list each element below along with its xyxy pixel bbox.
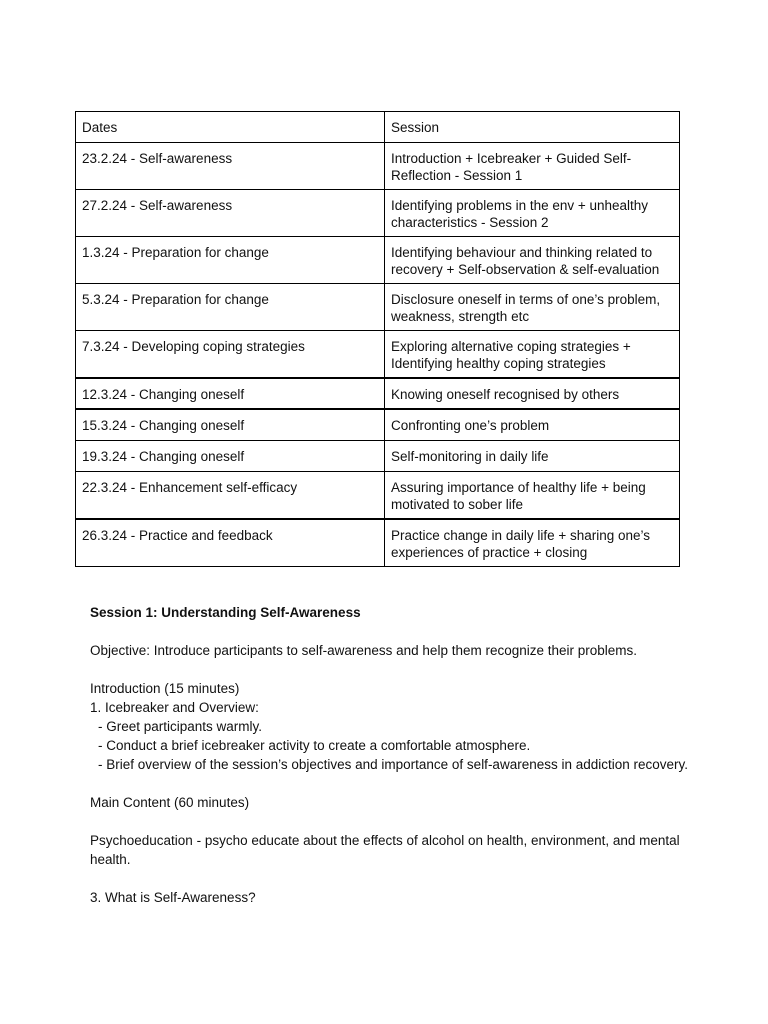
icebreaker-heading: 1. Icebreaker and Overview: xyxy=(90,700,259,715)
table-row xyxy=(76,190,680,237)
session-cell: Identifying problems in the env + unhealthy characteristics - Session 2 xyxy=(385,190,680,237)
session-cell: Disclosure oneself in terms of one’s problem, weakness, strength etc xyxy=(385,284,680,331)
table-row xyxy=(76,409,680,440)
table-row xyxy=(76,143,680,190)
what-is-self-awareness-heading: 3. What is Self-Awareness? xyxy=(90,890,256,905)
date-cell: 26.3.24 - Practice and feedback xyxy=(76,519,385,567)
date-cell: 22.3.24 - Enhancement self-efficacy xyxy=(76,471,385,519)
table-row xyxy=(76,237,680,284)
bullet-overview-text: - Brief overview of the session’s objectives and importance of self-awareness in addiction recovery. xyxy=(98,757,689,772)
session-cell: Confronting one’s problem xyxy=(385,409,680,440)
date-cell: 7.3.24 - Developing coping strategies xyxy=(76,331,385,379)
objective-text: Objective: Introduce participants to self-awareness and help them recognize their problems. xyxy=(90,643,638,658)
session-cell: Self-monitoring in daily life xyxy=(385,440,680,471)
header-session: Session xyxy=(385,112,680,143)
session-cell: Introduction + Icebreaker + Guided Self-Reflection - Session 1 xyxy=(385,143,680,190)
date-cell: 12.3.24 - Changing oneself xyxy=(76,378,385,409)
session-1-section xyxy=(90,603,690,907)
session-title: Session 1: Understanding Self-Awareness xyxy=(90,605,361,620)
date-cell: 23.2.24 - Self-awareness xyxy=(76,143,385,190)
table-row xyxy=(76,519,680,567)
header-dates: Dates xyxy=(76,112,385,143)
date-cell: 15.3.24 - Changing oneself xyxy=(76,409,385,440)
table-row xyxy=(76,471,680,519)
table-row xyxy=(76,284,680,331)
date-cell: 27.2.24 - Self-awareness xyxy=(76,190,385,237)
psychoeducation-text: Psychoeducation - psycho educate about the effects of alcohol on health, environment, and mental health. xyxy=(90,833,680,867)
table-row xyxy=(76,440,680,471)
date-cell: 1.3.24 - Preparation for change xyxy=(76,237,385,284)
bullet-icebreaker: - Conduct a brief icebreaker activity to create a comfortable atmosphere. xyxy=(98,738,531,753)
date-cell: 19.3.24 - Changing oneself xyxy=(76,440,385,471)
session-cell: Identifying behaviour and thinking related to recovery + Self-observation & self-evaluation xyxy=(385,237,680,284)
main-content-heading: Main Content (60 minutes) xyxy=(90,795,250,810)
bullet-greet: - Greet participants warmly. xyxy=(98,719,263,734)
introduction-heading: Introduction (15 minutes) xyxy=(90,681,240,696)
session-cell: Knowing oneself recognised by others xyxy=(385,378,680,409)
table-row xyxy=(76,331,680,379)
table-row xyxy=(76,378,680,409)
date-cell: 5.3.24 - Preparation for change xyxy=(76,284,385,331)
session-cell: Exploring alternative coping strategies + Identifying healthy coping strategies xyxy=(385,331,680,379)
session-schedule-table xyxy=(75,111,680,567)
bullet-overview xyxy=(90,755,690,774)
session-cell: Assuring importance of healthy life + being motivated to sober life xyxy=(385,471,680,519)
table-header-row xyxy=(76,112,680,143)
session-cell: Practice change in daily life + sharing one’s experiences of practice + closing xyxy=(385,519,680,567)
